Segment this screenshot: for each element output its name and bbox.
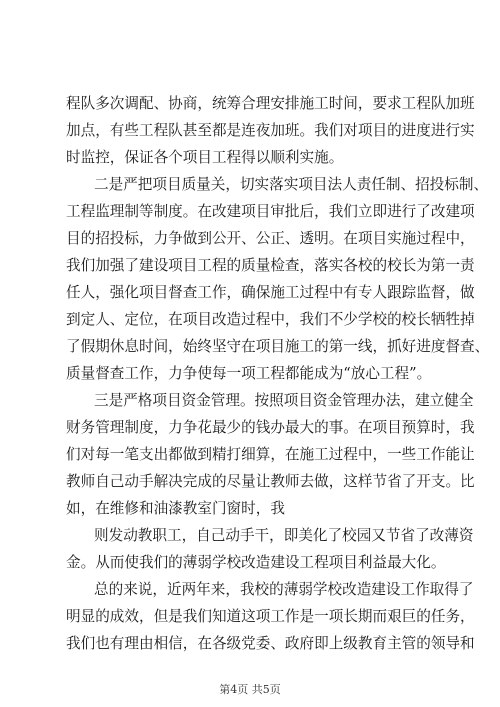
text-line: 明显的成效，但是我们知道这项工作是一项长期而艰巨的任务， bbox=[66, 608, 475, 625]
text-line: 我们也有理由相信，在各级党委、政府即上级教育主管的领导和 bbox=[66, 635, 475, 652]
text-line: 们对每一笔支出都做到精打细算，在施工过程中，一些工作能让 bbox=[66, 446, 475, 463]
text-line: 教师自己动手解决完成的尽量让教师去做，这样节省了开支。比 bbox=[66, 473, 475, 490]
text-line: 我们加强了建设项目工程的质量检查，落实各校的校长为第一责 bbox=[66, 257, 475, 274]
text-line: 任人，强化项目督查工作，确保施工过程中有专人跟踪监督，做 bbox=[66, 284, 475, 301]
text-line: 如，在维修和油漆教室门窗时，我 bbox=[66, 500, 285, 517]
text-line: 程队多次调配、协商，统筹合理安排施工时间，要求工程队加班 bbox=[66, 95, 475, 112]
paragraph-start-line: 三是严格项目资金管理。按照项目资金管理办法，建立健全 bbox=[94, 392, 474, 409]
text-line: 财务管理制度，力争花最少的钱办最大的事。在项目预算时，我 bbox=[66, 419, 475, 436]
text-line: 加点，有些工程队甚至都是连夜加班。我们对项目的进度进行实 bbox=[66, 122, 475, 139]
text-line: 目的招投标，力争做到公开、公正、透明。在项目实施过程中， bbox=[66, 230, 475, 247]
text-line: 工程监理制等制度。在改建项目审批后，我们立即进行了改建项 bbox=[66, 203, 475, 220]
text-line: 质量督查工作，力争使每一项工程都能成为“放心工程”。 bbox=[66, 365, 432, 382]
text-line: 了假期休息时间，始终坚守在项目施工的第一线，抓好进度督查、 bbox=[66, 338, 490, 355]
text-line: 到定人、定位，在项目改造过程中，我们不少学校的校长牺牲掉 bbox=[66, 311, 475, 328]
body-text bbox=[66, 90, 490, 657]
page-number-footer: 第4页 共5页 bbox=[219, 683, 281, 696]
paragraph-start-line: 总的来说，近两年来，我校的薄弱学校改造建设工作取得了 bbox=[94, 581, 474, 598]
text-line: 金。从而使我们的薄弱学校改造建设工程项目利益最大化。 bbox=[66, 554, 446, 571]
text-line: 时监控，保证各个项目工程得以顺利实施。 bbox=[66, 149, 344, 166]
paragraph-start-line: 则发动教职工，自己动手干，即美化了校园又节省了改薄资 bbox=[94, 527, 474, 544]
paragraph-start-line: 二是严把项目质量关，切实落实项目法人责任制、招投标制、 bbox=[94, 176, 489, 193]
